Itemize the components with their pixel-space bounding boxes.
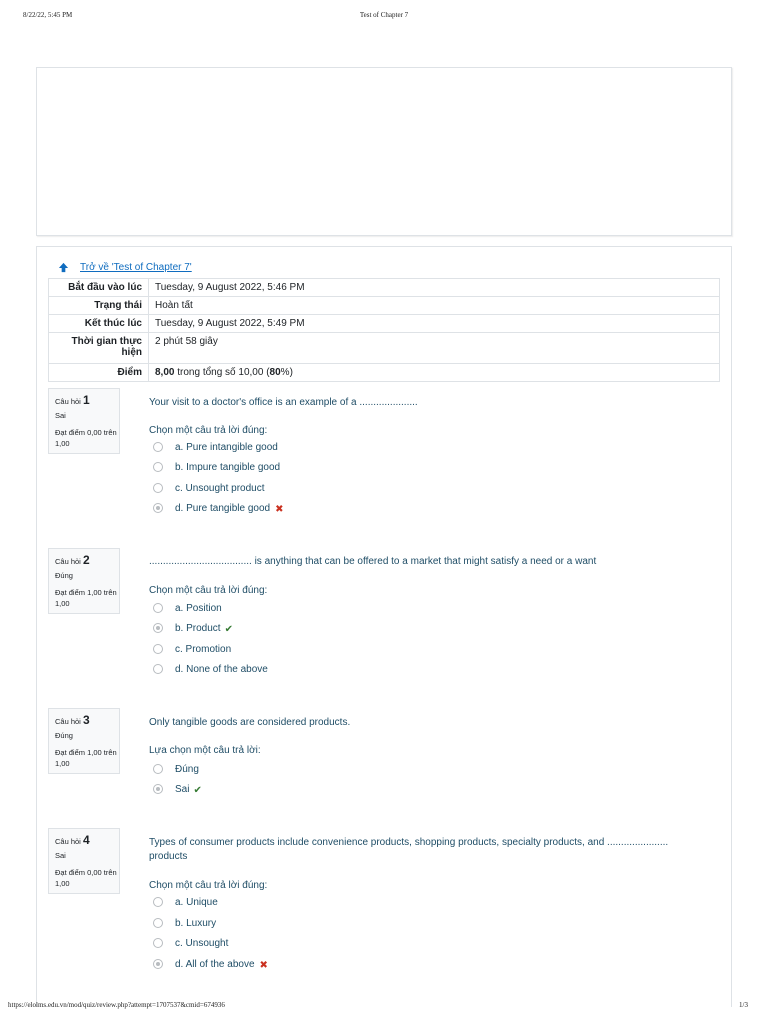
answer-option <box>153 896 218 910</box>
radio-button-checked <box>153 503 163 513</box>
back-to-quiz-link[interactable] <box>58 262 192 273</box>
grade-end: %) <box>280 367 293 378</box>
summary-row-time <box>49 333 720 364</box>
grade-label: Điểm <box>49 364 149 382</box>
question-state: Sai <box>55 411 66 420</box>
summary-row-completed <box>49 315 720 333</box>
print-header <box>0 11 768 23</box>
answer-label: b. Product <box>175 623 221 634</box>
answer-option <box>153 917 216 931</box>
question-info-2 <box>48 548 120 614</box>
radio-button <box>153 764 163 774</box>
answer-label: a. Unique <box>175 897 218 908</box>
arrow-up-icon <box>58 262 70 273</box>
time-value: 2 phút 58 giây <box>149 333 720 364</box>
summary-row-state <box>49 297 720 315</box>
question-mark: Đạt điểm 0,00 trên 1,00 <box>55 868 117 888</box>
answer-option <box>153 663 268 677</box>
radio-button <box>153 938 163 948</box>
grade-score: 8,00 <box>155 367 175 378</box>
question-number: 3 <box>82 713 90 727</box>
incorrect-icon: ✖ <box>259 959 268 971</box>
answer-option <box>153 482 265 496</box>
answer-prompt-2: Chọn một câu trả lời đúng: <box>149 585 268 596</box>
radio-button <box>153 897 163 907</box>
grade-value <box>149 364 720 382</box>
question-number: 4 <box>82 833 90 847</box>
answer-option-selected <box>153 622 233 636</box>
radio-button <box>153 664 163 674</box>
radio-button <box>153 644 163 654</box>
answer-option-selected <box>153 783 202 797</box>
question-state: Đúng <box>55 571 73 580</box>
answer-label: Sai <box>175 784 190 795</box>
radio-button <box>153 918 163 928</box>
answer-label: Đúng <box>175 764 199 775</box>
print-title: Test of Chapter 7 <box>359 11 409 19</box>
grade-mid: trong tổng số 10,00 ( <box>174 367 270 378</box>
answer-prompt-3: Lựa chọn một câu trả lời: <box>149 745 261 756</box>
answer-prompt-1: Chọn một câu trả lời đúng: <box>149 425 268 436</box>
started-label: Bắt đầu vào lúc <box>49 279 149 297</box>
question-mark: Đạt điểm 0,00 trên 1,00 <box>55 428 117 448</box>
answer-label: d. None of the above <box>175 664 268 675</box>
answer-option-selected <box>153 958 268 972</box>
answer-option <box>153 763 199 777</box>
radio-button-checked <box>153 959 163 969</box>
summary-row-grade <box>49 364 720 382</box>
answer-label: c. Unsought <box>175 938 229 949</box>
back-link-text: Trở về 'Test of Chapter 7' <box>80 262 192 274</box>
radio-button-checked <box>153 784 163 794</box>
incorrect-icon: ✖ <box>275 503 284 515</box>
question-number: 2 <box>82 553 90 567</box>
question-info-4 <box>48 828 120 894</box>
radio-button <box>153 462 163 472</box>
correct-icon: ✔ <box>193 784 202 796</box>
answer-label: a. Position <box>175 603 222 614</box>
question-label: Câu hỏi <box>55 557 81 566</box>
question-label: Câu hỏi <box>55 717 81 726</box>
print-url: https://elolms.edu.vn/mod/quiz/review.php?attempt=1707537&cmid=674936 <box>8 1001 225 1009</box>
print-footer <box>0 1001 768 1013</box>
answer-label: b. Luxury <box>175 918 217 929</box>
answer-label: d. All of the above <box>175 959 255 970</box>
summary-row-started <box>49 279 720 297</box>
answer-option <box>153 461 280 475</box>
completed-value: Tuesday, 9 August 2022, 5:49 PM <box>149 315 720 333</box>
answer-option-selected <box>153 502 283 516</box>
print-page-number: 1/3 <box>739 1001 748 1009</box>
radio-button <box>153 483 163 493</box>
question-text-1: Your visit to a doctor's office is an example of a ..................... <box>149 397 418 408</box>
question-label: Câu hỏi <box>55 397 81 406</box>
answer-option <box>153 441 278 455</box>
radio-button <box>153 442 163 452</box>
attempt-summary-table <box>48 278 720 382</box>
blank-block <box>36 67 732 236</box>
question-info-1 <box>48 388 120 454</box>
question-label: Câu hỏi <box>55 837 81 846</box>
correct-icon: ✔ <box>224 623 233 635</box>
answer-label: b. Impure tangible good <box>175 462 281 473</box>
answer-option <box>153 602 222 616</box>
radio-button-checked <box>153 623 163 633</box>
radio-button <box>153 603 163 613</box>
question-mark: Đạt điểm 1,00 trên 1,00 <box>55 748 117 768</box>
question-text-2: ..................................... is anything that can be offered to a market that might satisfy a need or a want <box>149 556 597 567</box>
answer-label: a. Pure intangible good <box>175 442 278 453</box>
started-value: Tuesday, 9 August 2022, 5:46 PM <box>149 279 720 297</box>
question-state: Sai <box>55 851 66 860</box>
answer-label: c. Promotion <box>175 644 232 655</box>
question-text-3: Only tangible goods are considered products. <box>149 717 351 728</box>
answer-prompt-4: Chọn một câu trả lời đúng: <box>149 880 268 891</box>
completed-label: Kết thúc lúc <box>49 315 149 333</box>
question-text-4: Types of consumer products include convenience products, shopping products, specialty products, and ...................... products <box>149 837 669 862</box>
state-value: Hoàn tất <box>149 297 720 315</box>
question-number: 1 <box>82 393 90 407</box>
grade-percent: 80 <box>269 367 281 378</box>
answer-option <box>153 643 231 657</box>
answer-label: c. Unsought product <box>175 483 265 494</box>
answer-label: d. Pure tangible good <box>175 503 271 514</box>
print-datetime: 8/22/22, 5:45 PM <box>23 11 73 19</box>
question-info-3 <box>48 708 120 774</box>
answer-option <box>153 937 228 951</box>
time-label: Thời gian thực hiện <box>49 333 149 364</box>
question-state: Đúng <box>55 731 73 740</box>
state-label: Trạng thái <box>49 297 149 315</box>
question-mark: Đạt điểm 1,00 trên 1,00 <box>55 588 117 608</box>
